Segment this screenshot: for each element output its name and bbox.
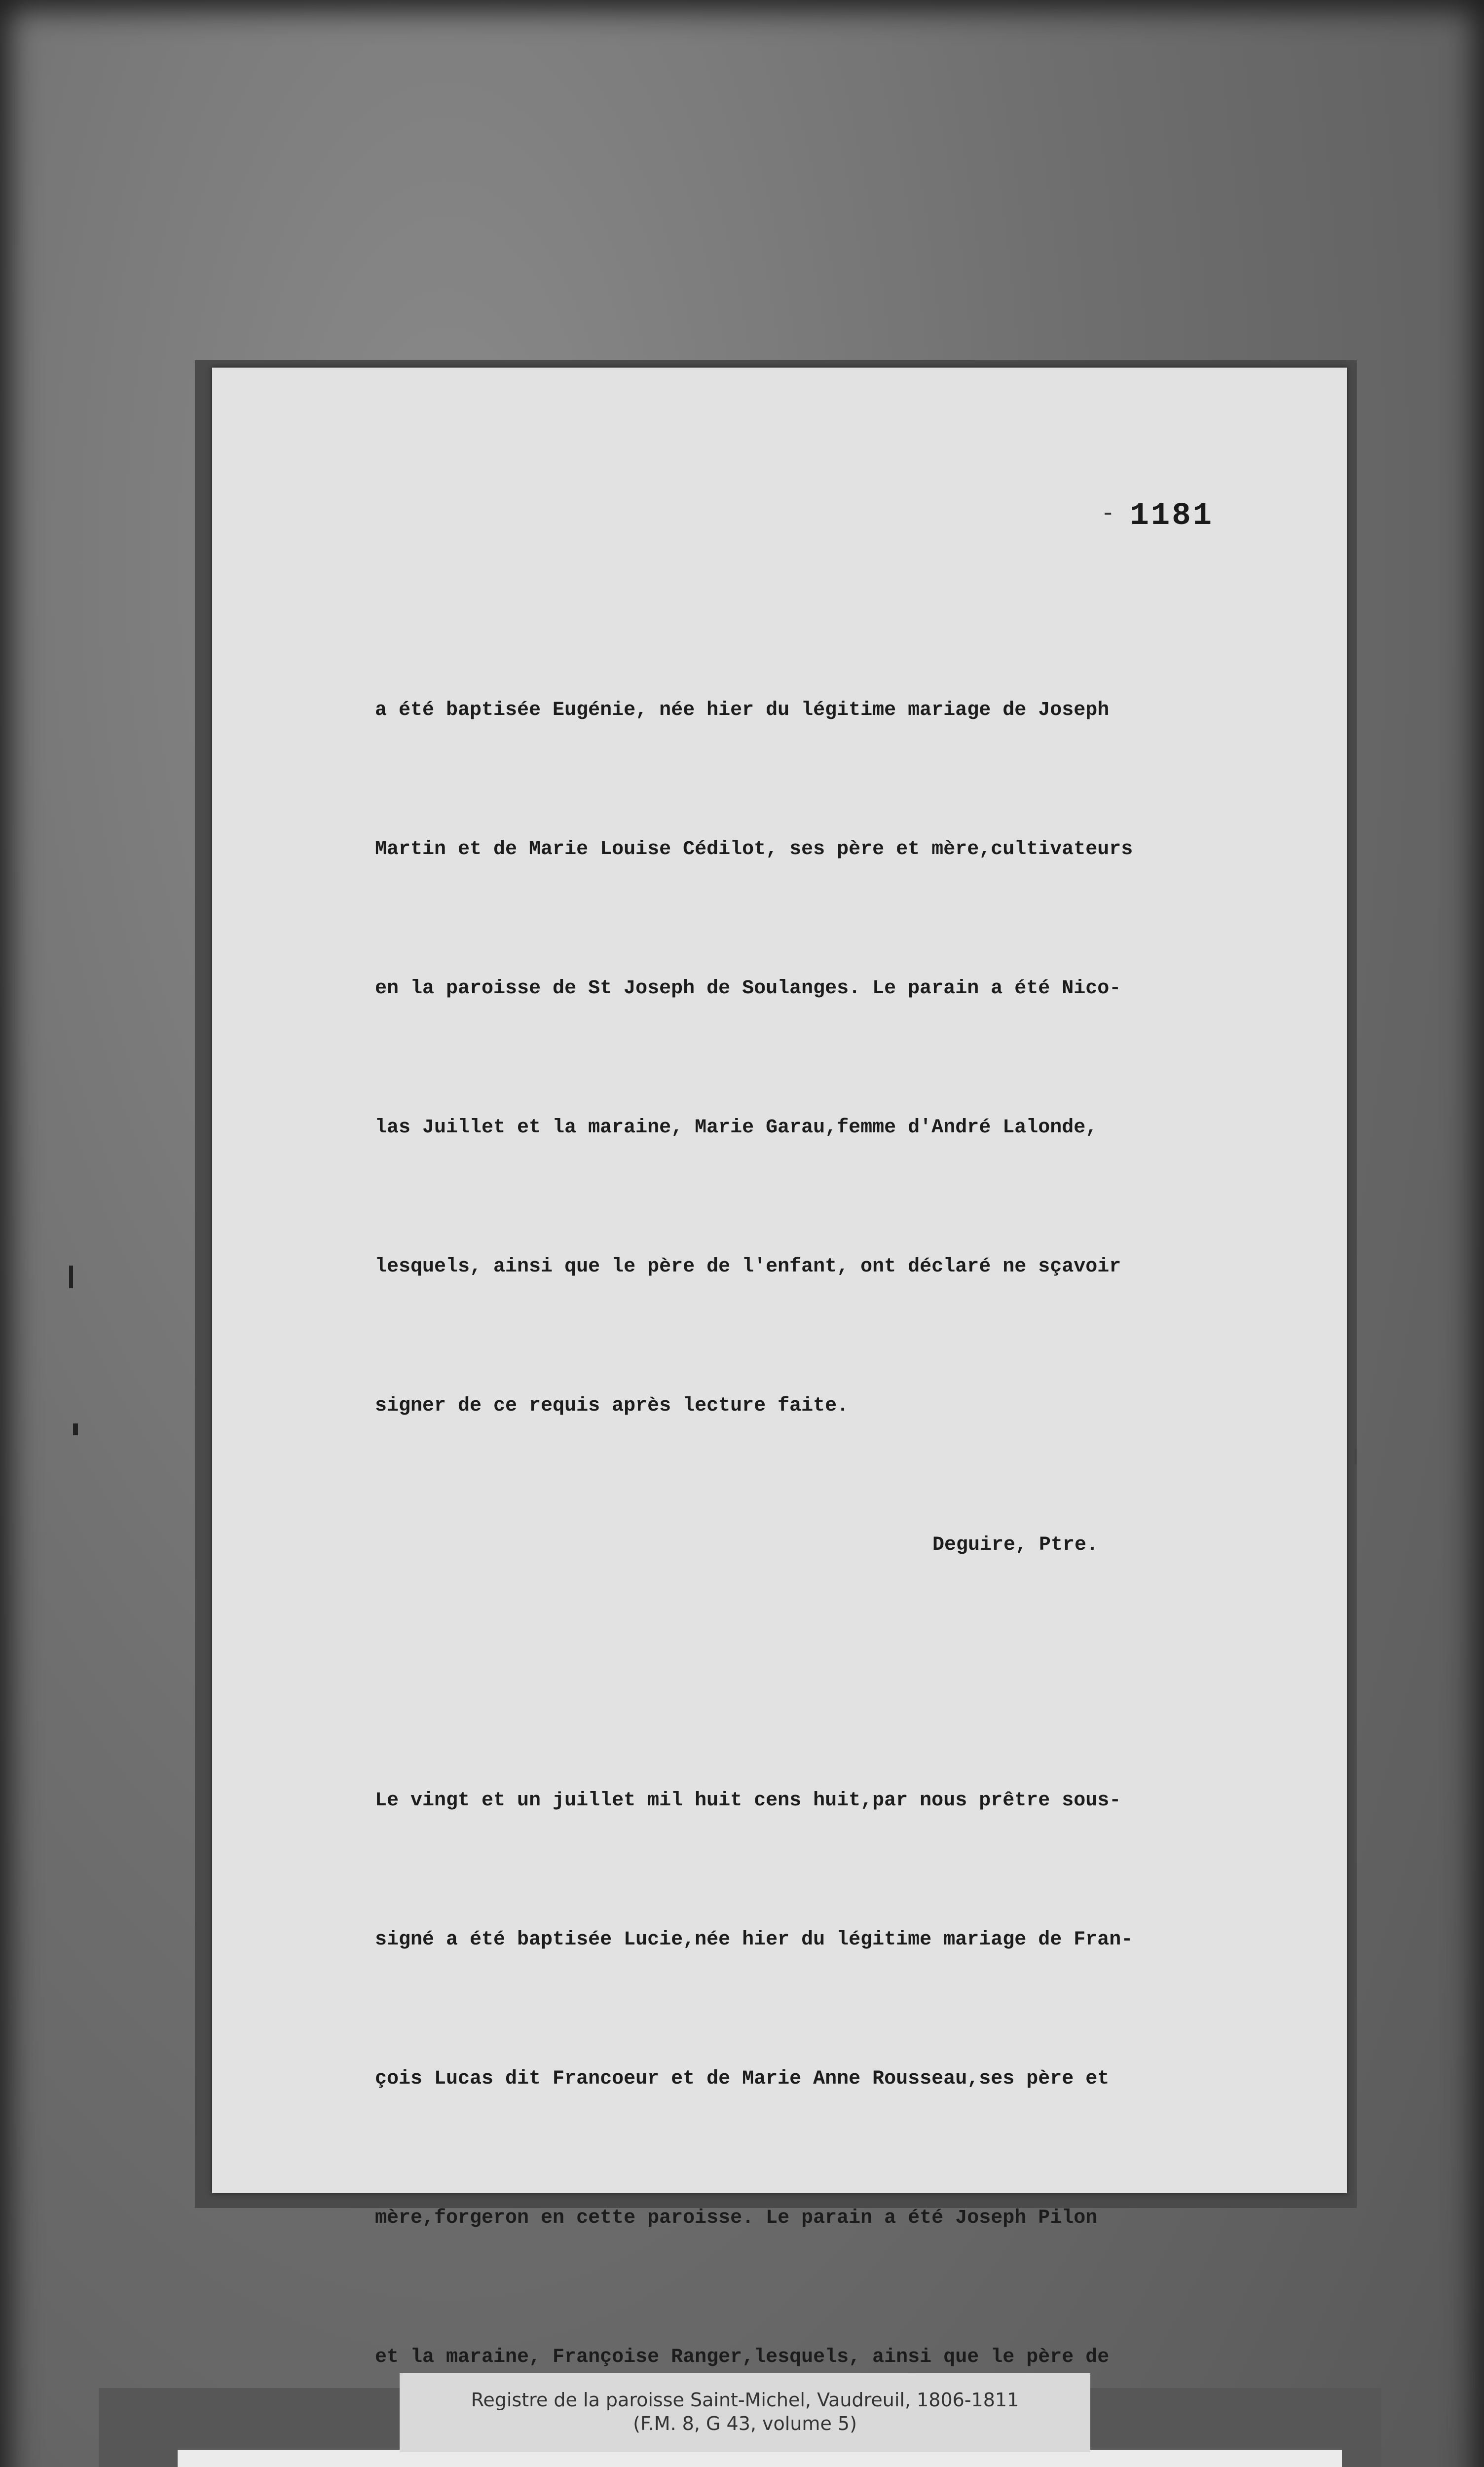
record-2-line: mère,forgeron en cette paroisse. Le parain a été Joseph Pilon (375, 2207, 1098, 2229)
page-number-dash: - (1101, 501, 1115, 527)
page-number: 1181 (1130, 498, 1214, 534)
citation-text (405, 2388, 1085, 2435)
record-1-line: en la paroisse de St Joseph de Soulanges. Le parain a été Nico- (375, 977, 1121, 1000)
archive-label (178, 2450, 1342, 2467)
record-1-line: lesquels, ainsi que le père de l'enfant, ont déclaré ne sçavoir (375, 1256, 1121, 1278)
record-2-line: et la maraine, Françoise Ranger,lesquels, ainsi que le père de (375, 2346, 1110, 2368)
register-page (212, 368, 1347, 2368)
record-1-line: a été baptisée Eugénie, née hier du légitime mariage de Joseph (375, 699, 1110, 721)
record-2-line: Le vingt et un juillet mil huit cens huit,par nous prêtre sous- (375, 1790, 1121, 1812)
record-1-line: Martin et de Marie Louise Cédilot, ses père et mère,cultivateurs (375, 838, 1133, 860)
citation-register: Registre de la paroisse Saint-Michel, Vaudreuil, 1806-1811 (471, 2389, 1019, 2411)
record-2-line: çois Lucas dit Francoeur et de Marie Anne Rousseau,ses père et (375, 2068, 1110, 2090)
film-tick-mark (69, 1266, 73, 1288)
signature-priest-1: Deguire, Ptre. (932, 1534, 1099, 1556)
citation-reference: (F.M. 8, G 43, volume 5) (633, 2413, 857, 2434)
film-tick-mark (73, 1423, 78, 1435)
record-1-line: las Juillet et la maraine, Marie Garau,femme d'André Lalonde, (375, 1117, 1098, 1139)
baptism-records (375, 595, 1288, 2467)
record-1-line: signer de ce requis après lecture faite. (375, 1395, 849, 1417)
record-2-line: signé a été baptisée Lucie,née hier du légitime mariage de Fran- (375, 1929, 1133, 1951)
